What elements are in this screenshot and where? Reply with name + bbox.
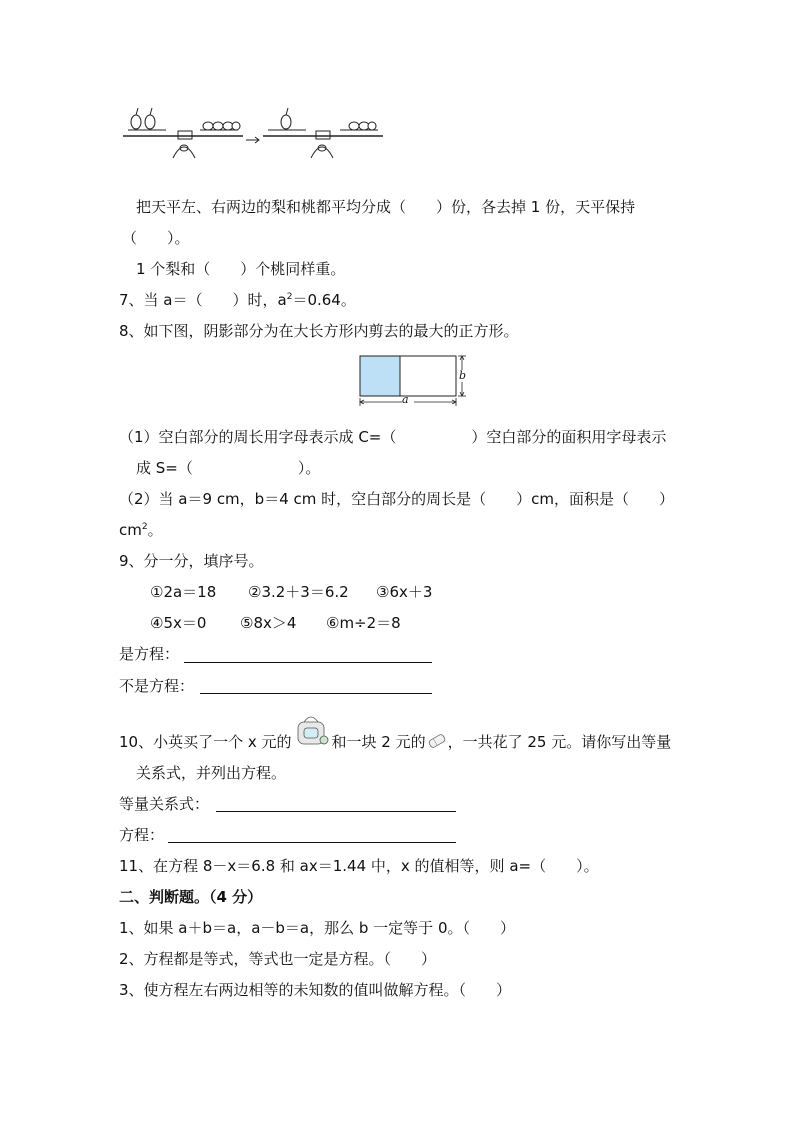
balance-scale-before xyxy=(123,108,243,158)
q8-part1-line1: （1）空白部分的周长用字母表示成 C=（ ）空白部分的面积用字母表示 xyxy=(119,428,667,446)
q8-text: 8、如下图，阴影部分为在大长方形内剪去的最大的正方形。 xyxy=(119,322,519,340)
q7-text-before: 7、当 a＝（ ）时，a xyxy=(119,291,287,309)
q8-part1-line2: 成 S=（ ）。 xyxy=(136,459,321,477)
q8-part2-line1: （2）当 a＝9 cm，b＝4 cm 时，空白部分的周长是（ ）cm，面积是（ ） xyxy=(119,490,674,508)
q9-answer-line-is[interactable] xyxy=(184,662,432,663)
label-a: a xyxy=(402,393,409,406)
q8-unit-end: 。 xyxy=(147,521,163,539)
q10-part3: ，一共花了 25 元。请你写出等量 xyxy=(447,733,672,751)
q10-part2: 和一块 2 元的 xyxy=(331,733,426,751)
section2-title: 二、判断题。（4 分） xyxy=(119,888,263,906)
q10-part1: 10、小英买了一个 x 元的 xyxy=(119,733,292,751)
q9-label-not-equation: 不是方程： xyxy=(119,677,195,695)
balance-scales-illustration xyxy=(118,98,388,158)
judgment-item-1: 1、如果 a＋b＝a，a－b＝a，那么 b 一定等于 0。（ ） xyxy=(119,919,515,937)
q10-answer-line-relation[interactable] xyxy=(216,811,456,812)
q9-option-6: ⑥m÷2＝8 xyxy=(326,614,401,632)
schoolbag-icon xyxy=(292,732,332,752)
q9-label-is-equation: 是方程： xyxy=(119,645,180,663)
q10-answer-line-equation[interactable] xyxy=(168,842,456,843)
q6-line2: （ ）。 xyxy=(122,229,190,247)
q6-line1: 把天平左、右两边的梨和桃都平均分成（ ）份，各去掉 1 份，天平保持 xyxy=(136,198,636,216)
q9-option-3: ③6x＋3 xyxy=(376,583,433,601)
q8-part2-unit xyxy=(119,520,163,540)
q7-superscript: 2 xyxy=(286,292,293,302)
q9-option-2: ②3.2＋3＝6.2 xyxy=(248,583,349,601)
q9-title: 9、分一分，填序号。 xyxy=(119,552,264,570)
balance-scale-after xyxy=(263,108,383,158)
q10-line2: 关系式，并列出方程。 xyxy=(136,764,287,782)
judgment-item-2: 2、方程都是等式，等式也一定是方程。（ ） xyxy=(119,950,437,968)
judgment-item-3: 3、使方程左右两边相等的未知数的值叫做解方程。（ ） xyxy=(119,981,512,999)
arrow-right-icon xyxy=(246,137,259,143)
q11-text: 11、在方程 8－x＝6.8 和 ax＝1.44 中，x 的值相等，则 a=（ ）。 xyxy=(119,857,599,875)
q9-option-4: ④5x＝0 xyxy=(150,614,207,632)
q6-line3: 1 个梨和（ ）个桃同样重。 xyxy=(136,260,346,278)
rectangle-diagram xyxy=(352,352,482,412)
q9-option-1: ①2a＝18 xyxy=(150,583,217,601)
q8-unit-cm: cm xyxy=(119,521,142,539)
q9-answer-line-not[interactable] xyxy=(200,693,432,694)
q10-label-equation: 方程： xyxy=(119,826,165,844)
q7 xyxy=(119,290,356,310)
eraser-icon xyxy=(426,732,448,752)
q8-unit-superscript: 2 xyxy=(141,522,148,532)
q10-label-relation: 等量关系式： xyxy=(119,795,210,813)
shaded-square xyxy=(360,356,400,396)
q9-option-5: ⑤8x＞4 xyxy=(240,614,297,632)
q7-text-after: ＝0.64。 xyxy=(292,291,356,309)
q10-line1 xyxy=(119,732,671,752)
label-b: b xyxy=(459,369,467,382)
